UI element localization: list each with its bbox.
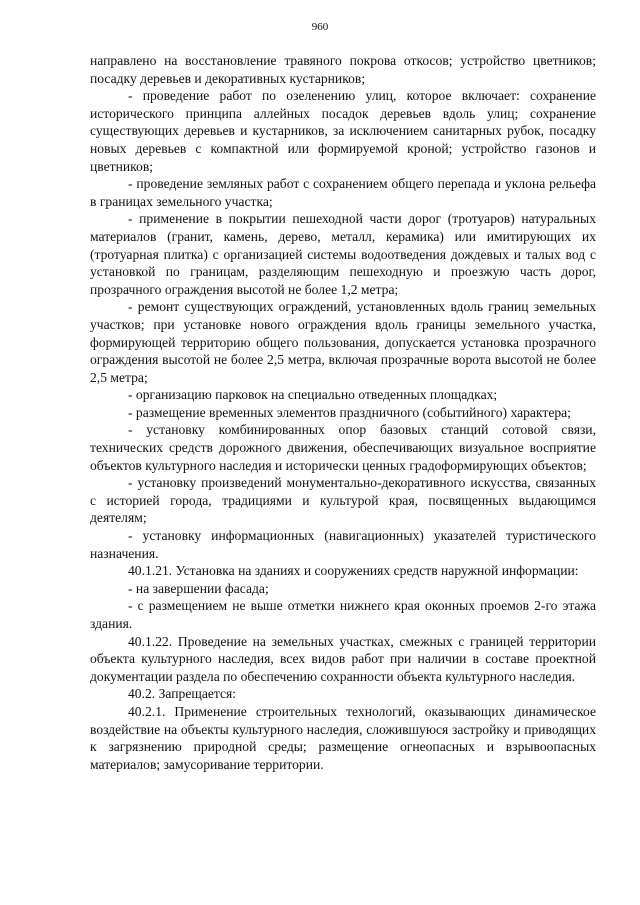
paragraph: - проведение работ по озеленению улиц, которое включает: сохранение исторического принципа аллейных посадок деревьев вдоль улиц; сохранение существующих деревьев и кустарников, за исключением санитарных рубок, посадку новых деревьев с компактной или формируемой кроной; устройство газонов и цветников; [90, 88, 596, 174]
section-paragraph: 40.2.1. Применение строительных технологий, оказывающих динамическое воздействие на объекты культурного наследия, сложившуюся застройку и приводящих к загрязнению природной среды; размещение огнеопасных и взрывоопасных материалов; замусоривание территории. [90, 703, 596, 772]
paragraph: - ремонт существующих ограждений, установленных вдоль границ земельных участков; при установке нового ограждения вдоль границы земельного участка, формирующей территорию общего пользования, допускается установка прозрачного ограждения высотой не более 2,5 метра, включая прозрачные ворота высотой не более 2,5 метра; [90, 299, 596, 385]
document-body [90, 52, 596, 773]
paragraph: - с размещением не выше отметки нижнего края оконных проемов 2-го этажа здания. [90, 598, 596, 631]
paragraph: - применение в покрытии пешеходной части дорог (тротуаров) натуральных материалов (гранит, камень, дерево, металл, керамика) или имитирующих их (тротуарная плитка) с организацией системы водоотведения дождевых и талых вод с установкой по границам, разделяющим пешеходную и проезжую часть дорог, прозрачного ограждения высотой не более 1,2 метра; [90, 211, 596, 297]
paragraph: - проведение земляных работ с сохранением общего перепада и уклона рельефа в границах земельного участка; [90, 176, 596, 209]
paragraph: - установку комбинированных опор базовых станций сотовой связи, технических средств дорожного движения, обеспечивающих визуальное восприятие объектов культурного наследия и исторически ценных градоформирующих объектов; [90, 422, 596, 473]
paragraph: направлено на восстановление травяного покрова откосов; устройство цветников; посадку деревьев и декоративных кустарников; [90, 53, 596, 86]
paragraph: - размещение временных элементов праздничного (событийного) характера; [128, 404, 571, 420]
section-paragraph: 40.1.21. Установка на зданиях и сооружениях средств наружной информации: [128, 563, 579, 579]
paragraph: - установку информационных (навигационных) указателей туристического назначения. [90, 528, 596, 561]
paragraph: - организацию парковок на специально отведенных площадках; [128, 387, 498, 403]
section-paragraph: 40.2. Запрещается: [128, 686, 237, 702]
page-number: 960 [311, 21, 329, 33]
paragraph: - на завершении фасада; [128, 580, 269, 596]
section-paragraph: 40.1.22. Проведение на земельных участках, смежных с границей территории объекта культурного наследия, всех видов работ при наличии в составе проектной документации раздела по обеспечению сохранности объекта культурного наследия. [90, 633, 596, 684]
paragraph: - установку произведений монументально-декоративного искусства, связанных с историей города, традициями и культурой края, посвященных выдающимся деятелям; [90, 475, 596, 526]
